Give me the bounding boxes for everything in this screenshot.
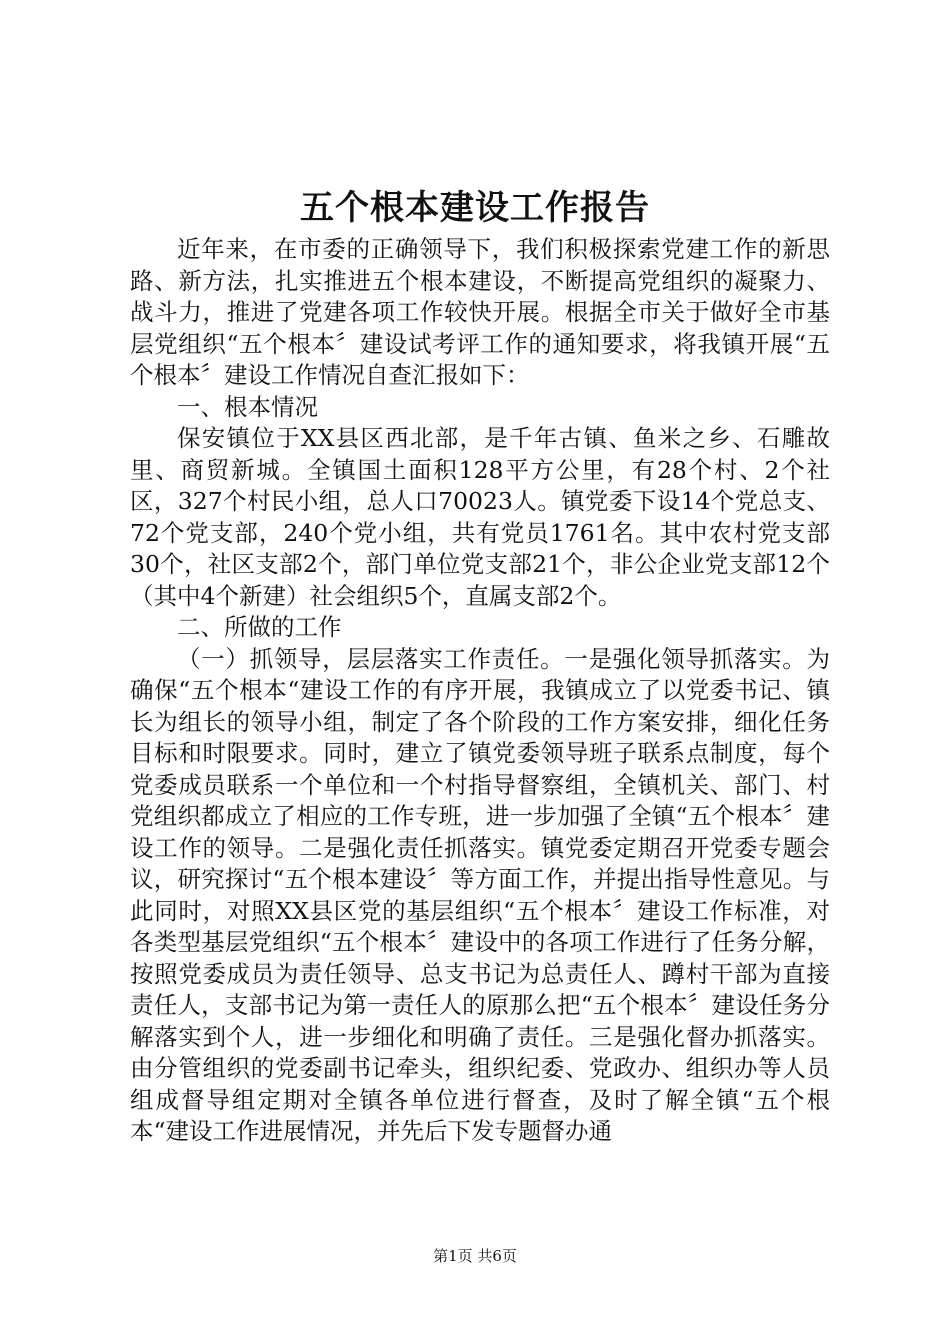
document-title: 五个根本建设工作报告 [300, 188, 650, 228]
paragraph-basic-situation: 保安镇位于XX县区西北部，是千年古镇、鱼米之乡、石雕故里、商贸新城。全镇国土面积128平方公里，有28个村、2个社区，327个村民小组，总人口70023人。镇党委下设14个党总支、72个党支部，240个党小组，共有党员1761名。其中农村党支部30个，社区支部2个，部门单位党支部21个，非公企业党支部12个（其中4个新建）社会组织5个，直属支部2个。 [130, 424, 830, 610]
section-heading-basic-situation: 一、根本情况 [177, 392, 318, 421]
document-body [130, 234, 830, 1148]
section-heading-work-done: 二、所做的工作 [177, 613, 342, 641]
page-number-footer: 第1页 共6页 [433, 1247, 517, 1265]
paragraph-intro: 近年来，在市委的正确领导下，我们积极探索党建工作的新思路、新方法，扎实推进五个根本建设，不断提高党组织的凝聚力、战斗力，推进了党建各项工作较快开展。根据全市关于做好全市基层党组织“五个根本〞建设试考评工作的通知要求，将我镇开展“五个根本〞建设工作情况自查汇报如下： [130, 235, 830, 389]
paragraph-work-done: （一）抓领导，层层落实工作责任。一是强化领导抓落实。为确保“五个根本“建设工作的有序开展，我镇成立了以党委书记、镇长为组长的领导小组，制定了各个阶段的工作方案安排，细化任务目标和时限要求。同时，建立了镇党委领导班子联系点制度，每个党委成员联系一个单位和一个村指导督察组，全镇机关、部门、村党组织都成立了相应的工作专班，进一步加强了全镇“五个根本〞建设工作的领导。二是强化责任抓落实。镇党委定期召开党委专题会议，研究探讨“五个根本建设〞等方面工作，并提出指导性意见。与此同时，对照XX县区党的基层组织“五个根本〞建设工作标准，对各类型基层党组织“五个根本〞建设中的各项工作进行了任务分解，按照党委成员为责任领导、总支书记为总责任人、蹲村干部为直接责任人，支部书记为第一责任人的原那么把“五个根本〞建设任务分解落实到个人，进一步细化和明确了责任。三是强化督办抓落实。由分管组织的党委副书记牵头，组织纪委、党政办、组织办等人员组成督导组定期对全镇各单位进行督查，及时了解全镇“五个根本“建设工作进展情况，并先后下发专题督办通 [130, 644, 830, 1145]
